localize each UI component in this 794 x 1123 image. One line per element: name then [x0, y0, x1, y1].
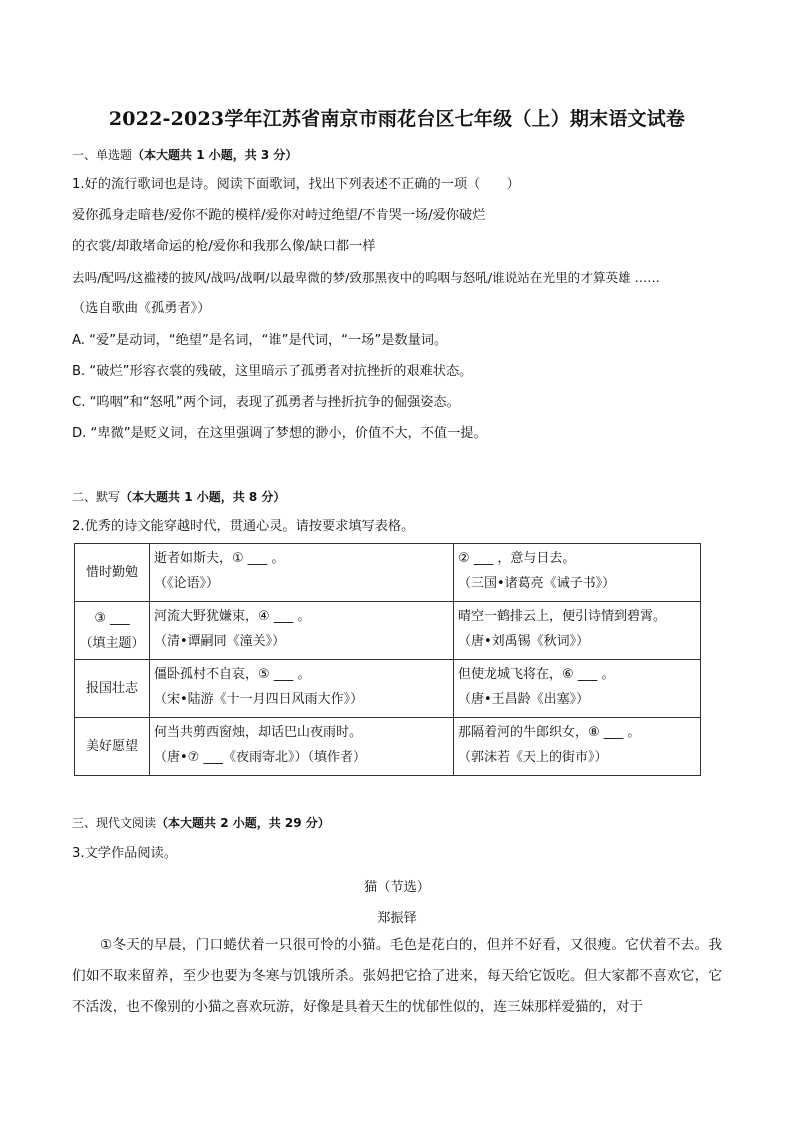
right-poem-line: ② ___ ，意与日去。 [458, 551, 576, 566]
question3-stem: 3.文学作品阅读。 [72, 846, 177, 861]
section2-heading [72, 488, 285, 506]
right-poem-cell [454, 718, 701, 776]
right-poem-source: （郭沫若《天上的街市》） [458, 750, 608, 765]
lyric-line-2: 的衣裳/却敢堵命运的枪/爱你和我那么像/缺口都一样 [72, 239, 376, 254]
right-poem-source: （唐•刘禹锡《秋词》） [458, 634, 590, 649]
right-poem-line: 那隔着河的牛郎织女，⑧ ___ 。 [458, 725, 641, 740]
section1-heading-text: 一、单选题 [72, 148, 133, 162]
article-title: 猫（节选） [364, 880, 430, 895]
option-b: B. “破烂”形容衣裳的残破，这里暗示了孤勇者对抗挫折的艰难状态。 [72, 364, 473, 379]
section2-note: （本大题共 1 小题，共 8 分） [120, 490, 286, 504]
section1-note: （本大题共 1 小题，共 3 分） [132, 148, 298, 162]
right-poem-line: 但使龙城飞将在，⑥ ___ 。 [458, 667, 615, 682]
section3-heading-text: 三、现代文阅读 [72, 816, 157, 830]
theme-label: 报国壮志 [85, 681, 138, 696]
theme-hint: （填主题） [79, 635, 145, 651]
right-poem-source: （唐•王昌龄《出塞》） [458, 692, 590, 707]
poetry-table [74, 543, 701, 776]
lyric-source: （选自歌曲《孤勇者》） [72, 301, 211, 316]
left-poem-line: 何当共剪西窗烛，却话巴山夜雨时。 [154, 725, 363, 740]
article-author: 郑振铎 [377, 911, 417, 926]
right-poem-cell [454, 544, 701, 602]
section3-heading [72, 814, 330, 832]
theme-cell [75, 544, 150, 602]
option-c: C. “呜咽”和“怒吼”两个词，表现了孤勇者与挫折抗争的倔强姿态。 [72, 395, 460, 410]
table-row [75, 718, 701, 776]
lyric-line-1: 爱你孤身走暗巷/爱你不跪的模样/爱你对峙过绝望/不肯哭一场/爱你破烂 [72, 208, 486, 223]
left-poem-line: 逝者如斯夫，① ___ 。 [154, 551, 285, 566]
theme-label: ③ ___ [94, 610, 130, 626]
option-a: A. “爱”是动词，“绝望”是名词，“谁”是代词，“一场”是数量词。 [72, 333, 448, 348]
question2-stem: 2.优秀的诗文能穿越时代，贯通心灵。请按要求填写表格。 [72, 519, 415, 534]
left-poem-cell [150, 660, 454, 718]
theme-cell [75, 718, 150, 776]
section3-note: （本大题共 2 小题，共 29 分） [156, 816, 330, 830]
left-poem-line: 河流大野犹嫌束，④ ___ 。 [154, 609, 311, 624]
left-poem-source: （清•谭嗣同《潼关》） [154, 634, 286, 649]
left-poem-source: （《论语》） [154, 576, 220, 591]
theme-cell [75, 602, 150, 660]
left-poem-cell [150, 544, 454, 602]
theme-label: 美好愿望 [85, 739, 138, 754]
theme-cell [75, 660, 150, 718]
left-poem-cell [150, 718, 454, 776]
question1-stem: 1.好的流行歌词也是诗。阅读下面歌词，找出下列表述不正确的一项（ ） [72, 177, 520, 192]
theme-label: 惜时勤勉 [85, 565, 138, 580]
section2-heading-text: 二、默写 [72, 490, 121, 504]
article-body [72, 930, 722, 1023]
table-row [75, 544, 701, 602]
left-poem-source: （宋•陆游《十一月四日风雨大作》） [154, 692, 364, 707]
left-poem-line: 僵卧孤村不自哀，⑤ ___ 。 [154, 667, 311, 682]
right-poem-source: （三国•诸葛亮《诫子书》） [458, 576, 616, 591]
option-d: D. “卑微”是贬义词，在这里强调了梦想的渺小，价值不大，不值一提。 [72, 426, 487, 441]
section1-heading [72, 146, 297, 164]
exam-title: 2022-2023学年江苏省南京市雨花台区七年级（上）期末语文试卷 [108, 108, 686, 130]
table-row [75, 660, 701, 718]
right-poem-line: 晴空一鹤排云上，便引诗情到碧霄。 [458, 609, 667, 624]
right-poem-cell [454, 602, 701, 660]
left-poem-cell [150, 602, 454, 660]
lyric-line-3: 去吗/配吗/这褴褛的披风/战吗/战啊/以最卑微的梦/致那黑夜中的呜咽与怒吼/谁说站在光里的才算英雄 …… [72, 270, 660, 285]
left-poem-source: （唐•⑦ ___《夜雨寄北》）（填作者） [154, 750, 366, 765]
article-paragraph-1: ①冬天的早晨，门口蜷伏着一只很可怜的小猫。毛色是花白的，但并不好看，又很瘦。它伏着不去。我们如不取来留养，至少也要为冬寒与饥饿所杀。张妈把它拾了进来，每天给它饭吃。但大家都不喜欢它，它不活泼，也不像别的小猫之喜欢玩游，好像是具着天生的忧郁性似的，连三妹那样爱猫的，对于 [72, 937, 722, 1015]
table-row [75, 602, 701, 660]
right-poem-cell [454, 660, 701, 718]
